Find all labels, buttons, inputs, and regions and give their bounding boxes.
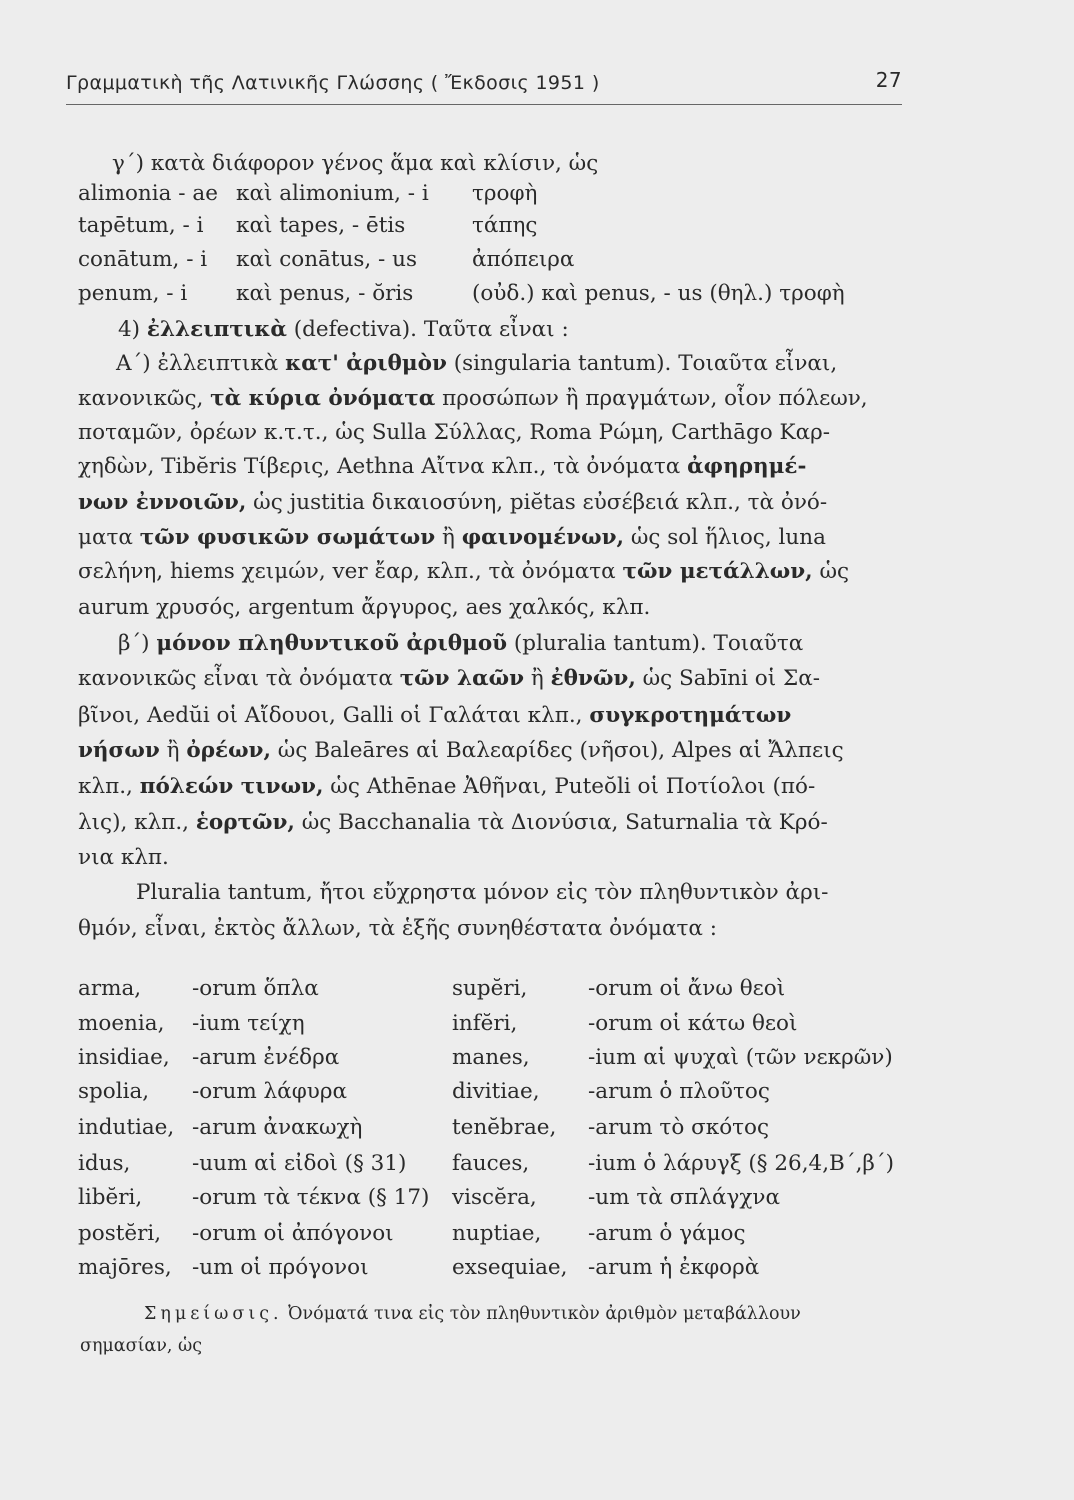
text-run: ματα [78, 525, 140, 550]
paragraph-line [78, 702, 791, 730]
left-meaning: -arum ἀνακωχὴ [192, 1115, 363, 1140]
paragraph-line [78, 453, 806, 481]
gender-row-4-latin: penum, - i [78, 281, 188, 306]
section-c-intro: γ΄) κατὰ διάφορον γένος ἅμα καὶ κλίσιν, ὡς [112, 151, 599, 176]
left-meaning: -orum ὅπλα [192, 976, 319, 1001]
paragraph-line [78, 489, 827, 517]
right-word: nuptiae, [452, 1221, 542, 1246]
text-run: ὡς Sabīni οἱ Σα- [635, 666, 820, 691]
gender-row-3-variant: καὶ conātus, - us [236, 247, 418, 272]
gender-row-3-latin: conātum, - i [78, 247, 208, 272]
bold-term: ἑορτῶν, [195, 810, 295, 835]
bold-term: κατ' ἀριθμὸν [285, 351, 447, 376]
text-run: ἢ [524, 666, 551, 691]
left-meaning: -orum λάφυρα [192, 1079, 347, 1104]
running-title: Γραμματικὴ τῆς Λατινικῆς Γλώσσης ( Ἔκδοσις 1951 ) [66, 72, 600, 94]
paragraph-line [78, 558, 849, 586]
text-run: ἢ [159, 738, 187, 763]
bold-term: τὰ κύρια ὀνόματα [210, 386, 436, 411]
text-run: βῖνοι, Aedŭi οἱ Αἴδουοι, Galli οἱ Γαλάται κλπ., [78, 703, 590, 728]
text-run: Ὀνόματά τινα εἰς τὸν πληθυντικὸν ἀριθμὸν μεταβάλλουν [282, 1304, 801, 1324]
left-word: insidiae, [78, 1045, 170, 1070]
text-run: κανονικῶς, [78, 386, 211, 411]
gender-row-3-greek: ἀπόπειρα [472, 247, 575, 272]
text-run: (pluralia tantum). Τοιαῦτα [507, 631, 804, 656]
defectiva-heading [118, 316, 569, 344]
text-run: (singularia tantum). Τοιαῦτα εἶναι, [446, 351, 838, 376]
text-run: β΄) [118, 631, 157, 656]
gender-row-2-latin: tapētum, - i [78, 213, 204, 238]
right-word: tenĕbrae, [452, 1115, 557, 1140]
paragraph-line: νια κλπ. [78, 845, 169, 870]
bold-term: νων ἐννοιῶν, [78, 490, 247, 515]
bold-term: συγκροτημάτων [589, 703, 792, 728]
left-meaning: -arum ἐνέδρα [192, 1045, 340, 1070]
bold-term: ὀρέων, [186, 738, 271, 763]
bold-term: φαινομένων, [461, 525, 624, 550]
gender-row-2-greek: τάπης [472, 213, 538, 238]
right-meaning: -orum οἱ ἄνω θεοὶ [588, 976, 786, 1001]
note-line: σημασίαν, ὡς [80, 1336, 203, 1356]
note-line [144, 1300, 801, 1328]
text-run: χηδὼν, Tibĕris Τίβερις, Aethna Αἴτνα κλπ., τὰ ὀνόματα [78, 454, 688, 479]
paragraph-line [78, 773, 815, 801]
text-run: λις), κλπ., [78, 810, 196, 835]
left-word: postĕri, [78, 1221, 162, 1246]
left-word: idus, [78, 1151, 131, 1176]
text-run: προσώπων ἢ πραγμάτων, οἷον πόλεων, [435, 386, 868, 411]
paragraph-line [78, 809, 828, 837]
text-run: ὡς Bacchanalia τὰ Διονύσια, Saturnalia τὰ Κρό- [294, 810, 828, 835]
text-run: ὡς sol ἥλιος, luna [624, 525, 826, 550]
bold-term: ἐλλειπτικὰ [146, 317, 287, 342]
left-meaning: -um οἱ πρόγονοι [192, 1255, 369, 1280]
right-meaning: -um τὰ σπλάγχνα [588, 1185, 780, 1210]
left-meaning: -orum τὰ τέκνα (§ 17) [192, 1185, 430, 1210]
right-word: divitiae, [452, 1079, 540, 1104]
gender-row-1-latin: alimonia - ae [78, 181, 218, 206]
right-meaning: -arum τὸ σκότος [588, 1115, 770, 1140]
bold-term: τῶν φυσικῶν σωμάτων [139, 525, 436, 550]
left-word: libĕri, [78, 1185, 143, 1210]
pluralia-heading [118, 630, 803, 658]
text-run: (defectiva). Ταῦτα εἶναι : [286, 317, 569, 342]
bold-term: πόλεών τινων, [139, 774, 324, 799]
paragraph-line: ποταμῶν, ὀρέων κ.τ.τ., ὡς Sulla Σύλλας, Roma Ρώμη, Carthāgo Καρ- [78, 420, 830, 445]
gender-row-1-greek: τροφὴ [472, 181, 538, 206]
page-number: 27 [875, 68, 902, 92]
bold-term: ἀφηρημέ- [687, 454, 807, 479]
right-meaning: -ium αἱ ψυχαὶ (τῶν νεκρῶν) [588, 1045, 893, 1070]
left-meaning: -uum αἱ εἰδοὶ (§ 31) [192, 1151, 407, 1176]
text-run: ὡς [812, 559, 850, 584]
paragraph-line [116, 350, 837, 378]
text-run: κλπ., [78, 774, 140, 799]
bold-term: νήσων [78, 738, 160, 763]
right-meaning: -arum ἡ ἐκφορὰ [588, 1255, 760, 1280]
paragraph-line [78, 524, 826, 552]
text-run: ὡς Athēnae Ἀθῆναι, Puteŏli οἱ Ποτίολοι (πό- [323, 774, 816, 799]
text-run: σελήνη, hiems χειμών, ver ἔαρ, κλπ., τὰ ὀνόματα [78, 559, 623, 584]
left-word: spolia, [78, 1079, 150, 1104]
paragraph-line: Pluralia tantum, ἤτοι εὔχρηστα μόνον εἰς τὸν πληθυντικὸν ἀρι- [136, 880, 829, 905]
text-run: ὡς Baleāres αἱ Βαλεαρίδες (νῆσοι), Alpes αἱ Ἄλπεις [270, 738, 844, 763]
bold-term: μόνον πληθυντικοῦ ἀριθμοῦ [156, 631, 508, 656]
paragraph-line [78, 737, 844, 765]
running-head [66, 68, 902, 94]
paragraph-line [78, 385, 868, 413]
bold-term: τῶν μετάλλων, [622, 559, 813, 584]
right-word: manes, [452, 1045, 530, 1070]
right-meaning: -orum οἱ κάτω θεοὶ [588, 1011, 798, 1036]
bold-term: τῶν λαῶν [399, 666, 525, 691]
left-word: majōres, [78, 1255, 172, 1280]
left-word: indutiae, [78, 1115, 175, 1140]
left-word: moenia, [78, 1011, 165, 1036]
right-word: exsequiae, [452, 1255, 568, 1280]
note-label: Σημείωσις. [144, 1304, 283, 1324]
bold-term: ἐθνῶν, [550, 666, 636, 691]
left-word: arma, [78, 976, 142, 1001]
right-meaning: -arum ὁ γάμος [588, 1221, 746, 1246]
text-run: ὡς justitia δικαιοσύνη, piĕtas εὐσέβειά κλπ., τὰ ὀνό- [246, 490, 828, 515]
gender-row-1-variant: καὶ alimonium, - i [236, 181, 429, 206]
right-word: infĕri, [452, 1011, 518, 1036]
gender-row-2-variant: καὶ tapes, - ētis [236, 213, 406, 238]
right-word: supĕri, [452, 976, 528, 1001]
gender-row-4-greek: (οὐδ.) καὶ penus, - us (θηλ.) τροφὴ [472, 281, 845, 306]
right-meaning: -arum ὁ πλοῦτος [588, 1079, 770, 1104]
gender-row-4-variant: καὶ penus, - ŏris [236, 281, 414, 306]
text-run: Α΄) ἐλλειπτικὰ [116, 351, 286, 376]
text-run: 4) [118, 317, 147, 342]
paragraph-line [78, 665, 820, 693]
paragraph-line: θμόν, εἶναι, ἐκτὸς ἄλλων, τὰ ἑξῆς συνηθέστατα ὀνόματα : [78, 916, 718, 941]
left-meaning: -ium τείχη [192, 1011, 305, 1036]
text-run: κανονικῶς εἶναι τὰ ὀνόματα [78, 666, 400, 691]
right-meaning: -ium ὁ λάρυγξ (§ 26,4,Β΄,β΄) [588, 1151, 894, 1176]
text-run: ἢ [435, 525, 462, 550]
right-word: viscĕra, [452, 1185, 537, 1210]
paragraph-line: aurum χρυσός, argentum ἄργυρος, aes χαλκός, κλπ. [78, 595, 651, 620]
header-rule [66, 104, 902, 105]
left-meaning: -orum οἱ ἀπόγονοι [192, 1221, 394, 1246]
right-word: fauces, [452, 1151, 530, 1176]
